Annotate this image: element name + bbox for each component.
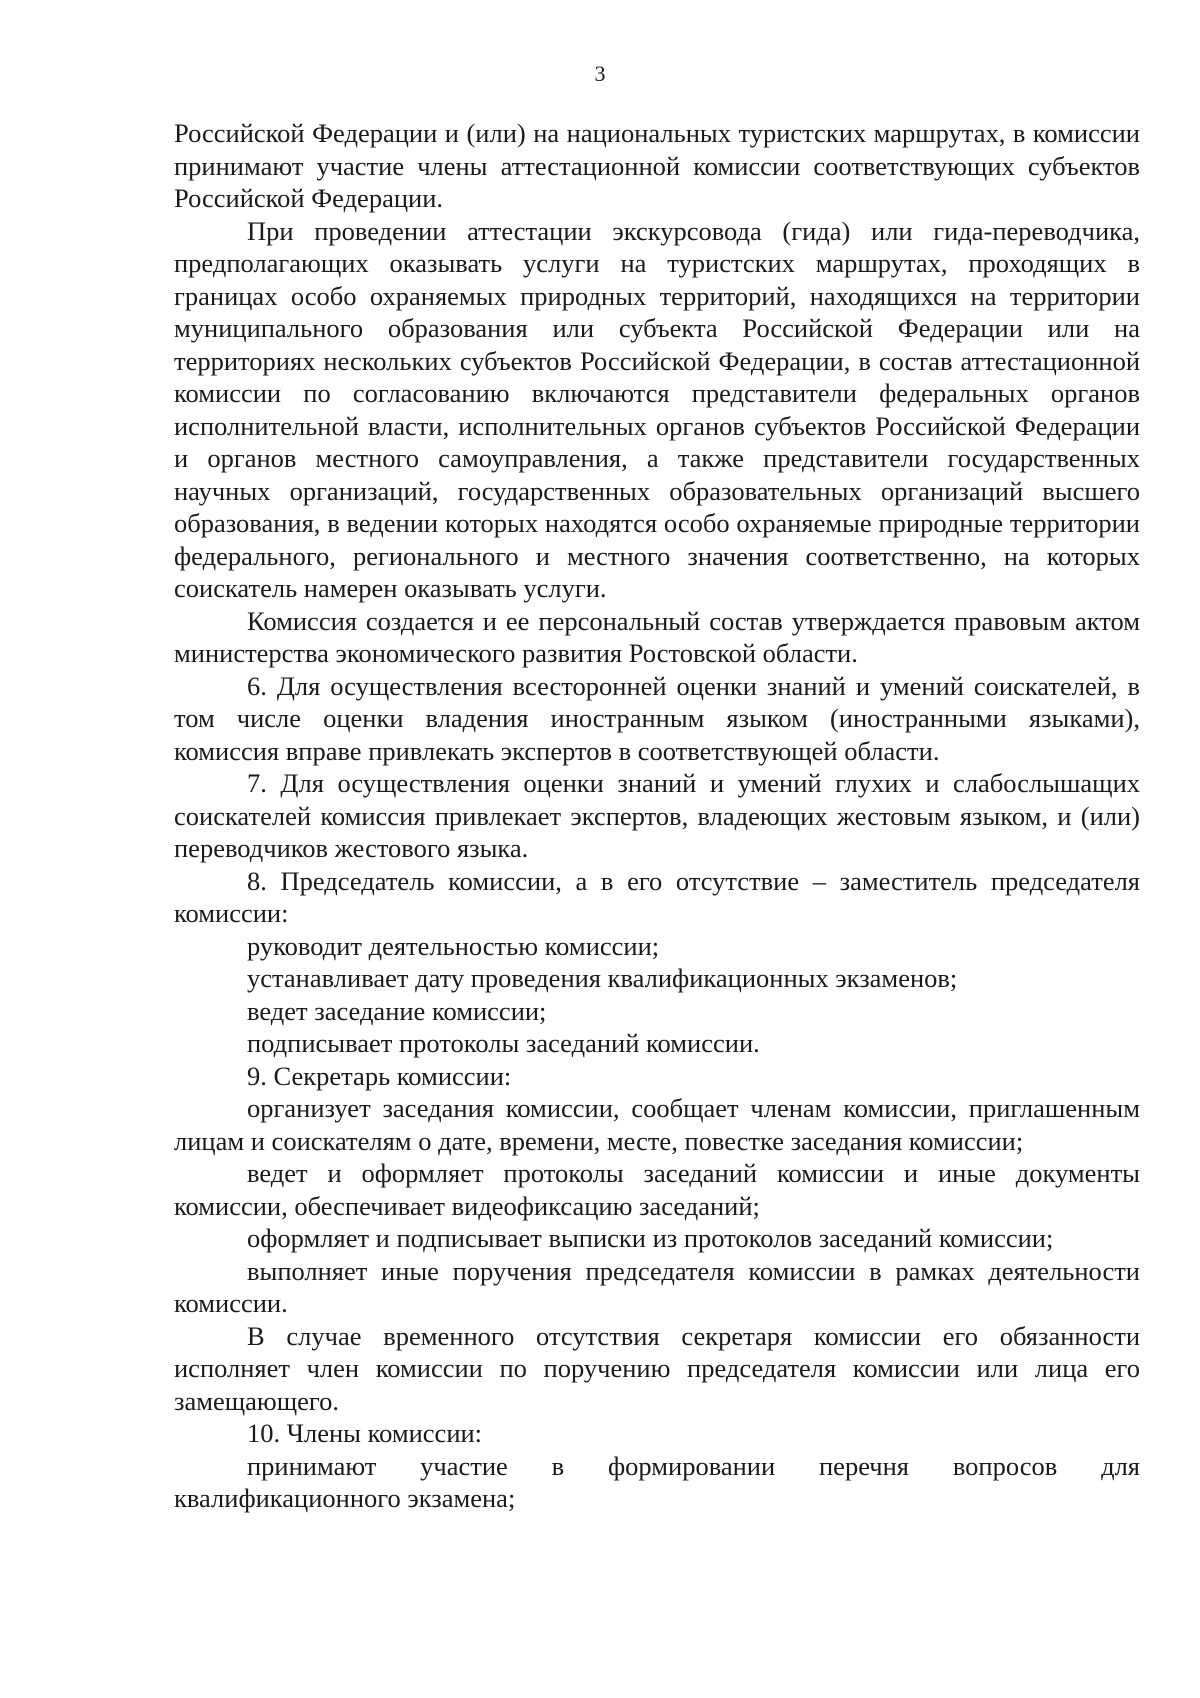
list-item-secretary-duty: выполняет иные поручения председателя комиссии в рамках деятельности комиссии. [174, 1255, 1140, 1318]
list-item-chairman-duty: ведет заседание комиссии; [247, 995, 547, 1026]
list-item-secretary-duty: организует заседания комиссии, сообщает членам комиссии, приглашенным лицам и соискателям о дате, времени, месте, повестке заседания комиссии; [174, 1093, 1140, 1156]
paragraph-attestation-composition: При проведении аттестации экскурсовода (гида) или гида-переводчика, предполагающих оказывать услуги на туристских маршрутах, проходящих в границах особо охраняемых природных территорий, находящихся на территории муниципального образования или субъекта Российской Федерации или на территориях нескольких субъектов Российской Федерации, в состав аттестационной комиссии по согласованию включаются представители федеральных органов исполнительной власти, исполнительных органов субъектов Российской Федерации и органов местного самоуправления, а также представители государственных научных организаций, государственных образовательных организаций высшего образования, в ведении которых находятся особо охраняемые природные территории федерального, регионального и местного значения соответственно, на которых соискатель намерен оказывать услуги. [174, 215, 1140, 603]
paragraph-item-10: 10. Члены комиссии: [247, 1418, 483, 1448]
paragraph-item-8: 8. Председатель комиссии, а в его отсутствие – заместитель председателя комиссии: [174, 865, 1140, 928]
list-item-chairman-duty: устанавливает дату проведения квалификационных экзаменов; [247, 963, 958, 993]
paragraph-item-9: 9. Секретарь комиссии: [247, 1060, 512, 1091]
paragraph-item-6: 6. Для осуществления всесторонней оценки знаний и умений соискателей, в том числе оценки владения иностранным языком (иностранными языками), комиссия вправе привлекать экспертов в соответствующей области. [174, 670, 1140, 766]
list-item-member-duty: принимают участие в формировании перечня вопросов для квалификационного экзамена; [174, 1450, 1140, 1513]
list-item-secretary-duty: ведет и оформляет протоколы заседаний комиссии и иные документы комиссии, обеспечивает видеофиксацию заседаний; [174, 1158, 1140, 1221]
document-body [174, 117, 1140, 1515]
list-item-secretary-duty: оформляет и подписывает выписки из протоколов заседаний комиссии; [247, 1223, 1054, 1253]
paragraph-item-7: 7. Для осуществления оценки знаний и умений глухих и слабослышащих соискателей комиссия привлекает экспертов, владеющих жестовым языком, и (или) переводчиков жестового языка. [174, 768, 1140, 863]
page-number: 3 [594, 61, 606, 86]
paragraph-commission-creation: Комиссия создается и ее персональный состав утверждается правовым актом министерства экономического развития Ростовской области. [174, 605, 1140, 668]
list-item-chairman-duty: руководит деятельностью комиссии; [247, 930, 660, 961]
paragraph-secretary-absence: В случае временного отсутствия секретаря комиссии его обязанности исполняет член комиссии по поручению председателя комиссии или лица его замещающего. [174, 1320, 1140, 1416]
paragraph-continuation: Российской Федерации и (или) на национальных туристских маршрутах, в комиссии принимают участие члены аттестационной комиссии соответствующих субъектов Российской Федерации. [174, 118, 1140, 213]
list-item-chairman-duty: подписывает протоколы заседаний комиссии. [247, 1028, 760, 1058]
